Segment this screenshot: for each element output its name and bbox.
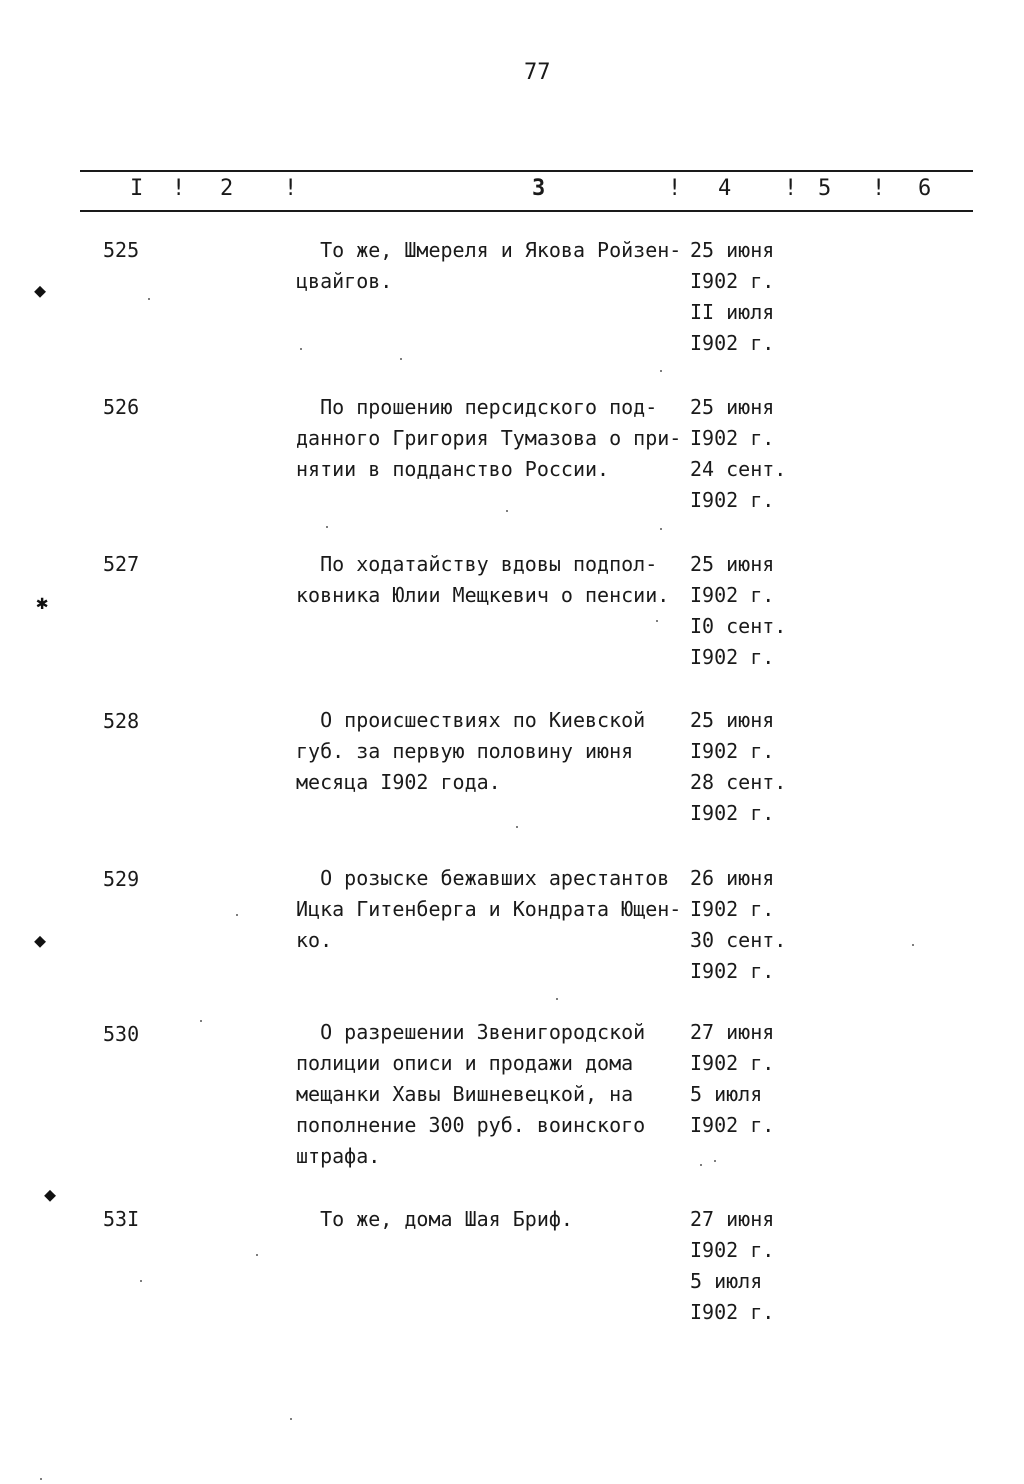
description-line: ковника Юлии Мещкевич о пенсии. — [296, 583, 670, 607]
row-dates — [690, 235, 774, 359]
header-rule-top — [80, 170, 973, 172]
date-line: I902 г. — [690, 959, 775, 983]
scan-speck — [660, 528, 662, 530]
row-number: 53I — [103, 1207, 140, 1231]
date-line: I902 г. — [690, 426, 775, 450]
binding-hole-mark: ◆ — [34, 928, 47, 952]
scan-speck — [516, 826, 518, 828]
date-line: I902 г. — [690, 897, 775, 921]
row-description — [296, 1017, 691, 1172]
page-number: 77 — [524, 60, 551, 85]
date-line: I902 г. — [690, 488, 775, 512]
row-description — [296, 1204, 691, 1235]
description-line: месяца I902 года. — [296, 770, 501, 794]
row-dates — [690, 705, 786, 829]
scan-speck — [700, 1164, 702, 1166]
header-sep: ! — [284, 176, 298, 201]
description-line: ко. — [296, 928, 333, 952]
binding-hole-mark: ◆ — [34, 278, 47, 302]
description-line: губ. за первую половину июня — [296, 739, 634, 763]
scan-speck — [148, 298, 150, 300]
header-col-4: 4 — [718, 176, 732, 201]
header-sep: ! — [172, 176, 186, 201]
header-sep: ! — [668, 176, 682, 201]
scan-speck — [400, 358, 402, 360]
date-line: 27 июня — [690, 1020, 775, 1044]
row-number: 527 — [103, 552, 140, 576]
date-line: 5 июля — [690, 1269, 763, 1293]
date-line: I902 г. — [690, 269, 775, 293]
description-line: О происшествиях по Киевской — [296, 708, 646, 732]
scan-speck — [326, 526, 328, 528]
row-dates — [690, 1017, 774, 1141]
scan-speck — [300, 348, 302, 350]
header-sep: ! — [784, 176, 798, 201]
binding-hole-mark: ✱ — [36, 590, 49, 614]
description-line: штрафа. — [296, 1144, 381, 1168]
date-line: 27 июня — [690, 1207, 775, 1231]
row-number: 529 — [103, 867, 140, 891]
binding-hole-mark: ◆ — [44, 1182, 57, 1206]
scan-speck — [290, 1418, 292, 1420]
date-line: 28 сент. — [690, 770, 787, 794]
description-line: То же, дома Шая Бриф. — [296, 1207, 573, 1231]
scan-speck — [200, 1020, 202, 1022]
scan-speck — [912, 944, 914, 946]
scan-speck — [660, 370, 662, 372]
row-dates — [690, 1204, 774, 1328]
scan-speck — [256, 1254, 258, 1256]
date-line: 30 сент. — [690, 928, 787, 952]
date-line: 26 июня — [690, 866, 775, 890]
date-line: 5 июля — [690, 1082, 763, 1106]
date-line: 25 июня — [690, 552, 775, 576]
description-line: То же, Шмереля и Якова Ройзен- — [296, 238, 682, 262]
date-line: I902 г. — [690, 739, 775, 763]
row-number: 526 — [103, 395, 140, 419]
date-line: II июля — [690, 300, 775, 324]
row-description — [296, 392, 691, 485]
scan-speck — [556, 998, 558, 1000]
description-line: данного Григория Тумазова о при- — [296, 426, 682, 450]
scan-speck — [40, 1478, 42, 1480]
description-line: О розыске бежавших арестантов — [296, 866, 670, 890]
date-line: I902 г. — [690, 583, 775, 607]
description-line: Ицка Гитенберга и Кондрата Ющен- — [296, 897, 682, 921]
date-line: 25 июня — [690, 395, 775, 419]
date-line: I0 сент. — [690, 614, 787, 638]
row-description — [296, 235, 691, 297]
date-line: I902 г. — [690, 801, 775, 825]
row-number: 528 — [103, 709, 140, 733]
date-line: I902 г. — [690, 1051, 775, 1075]
header-col-2: 2 — [220, 176, 234, 201]
header-col-3: 3 — [532, 176, 546, 201]
row-number: 525 — [103, 238, 140, 262]
header-col-6: 6 — [918, 176, 932, 201]
date-line: I902 г. — [690, 1238, 775, 1262]
scan-speck — [140, 1280, 142, 1282]
row-dates — [690, 549, 786, 673]
row-description — [296, 863, 691, 956]
scan-speck — [506, 510, 508, 512]
header-sep: ! — [872, 176, 886, 201]
date-line: 25 июня — [690, 708, 775, 732]
date-line: I902 г. — [690, 645, 775, 669]
header-rule-bottom — [80, 210, 973, 212]
description-line: цвайгов. — [296, 269, 393, 293]
description-line: мещанки Хавы Вишневецкой, на — [296, 1082, 634, 1106]
date-line: I902 г. — [690, 1113, 775, 1137]
description-line: полиции описи и продажи дома — [296, 1051, 634, 1075]
description-line: По прошению персидского под- — [296, 395, 658, 419]
date-line: I902 г. — [690, 1300, 775, 1324]
description-line: нятии в подданство России. — [296, 457, 610, 481]
description-line: О разрешении Звенигородской — [296, 1020, 646, 1044]
description-line: пополнение 300 руб. воинского — [296, 1113, 646, 1137]
scan-speck — [714, 1160, 716, 1162]
row-dates — [690, 863, 786, 987]
date-line: I902 г. — [690, 331, 775, 355]
row-description — [296, 549, 691, 611]
scan-speck — [236, 914, 238, 916]
date-line: 25 июня — [690, 238, 775, 262]
scan-speck — [656, 620, 658, 622]
row-dates — [690, 392, 786, 516]
date-line: 24 сент. — [690, 457, 787, 481]
row-number: 530 — [103, 1022, 140, 1046]
header-col-1: I — [130, 176, 144, 201]
description-line: По ходатайству вдовы подпол- — [296, 552, 658, 576]
row-description — [296, 705, 691, 798]
header-col-5: 5 — [818, 176, 832, 201]
